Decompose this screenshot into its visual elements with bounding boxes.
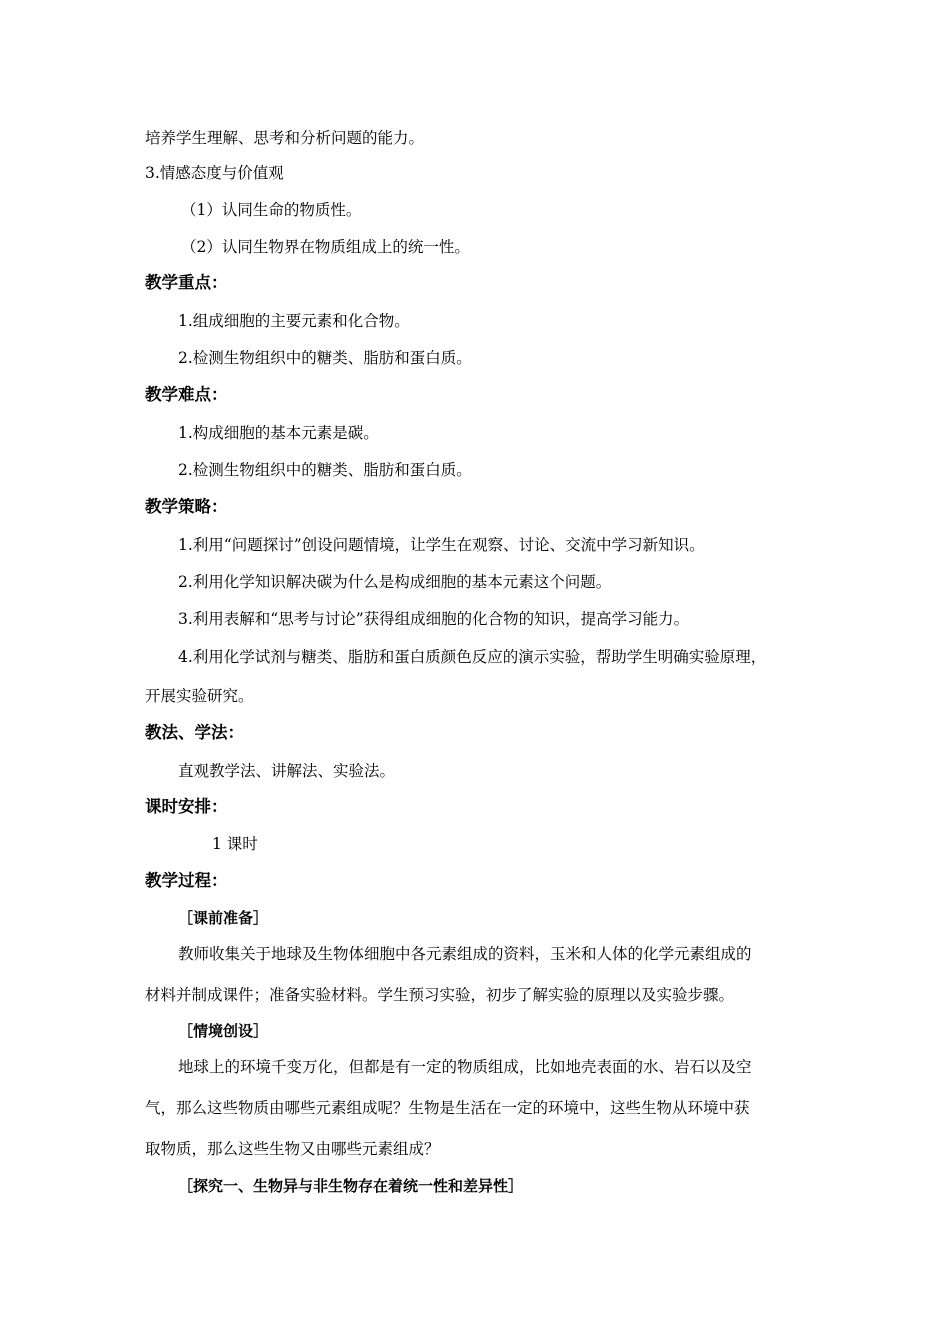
subheading-scenario: ［情境创设］ (178, 1022, 269, 1040)
text-line: 1 课时 (212, 835, 258, 853)
subheading-exploration-one: ［探究一、生物异与非生物存在着统一性和差异性］ (178, 1177, 524, 1195)
heading-methods: 教法、学法： (145, 723, 244, 742)
text-line: 教师收集关于地球及生物体细胞中各元素组成的资料，玉米和人体的化学元素组成的 (178, 945, 752, 963)
text-line: 开展实验研究。 (145, 687, 254, 705)
text-line: 3.利用表解和“思考与讨论”获得组成细胞的化合物的知识，提高学习能力。 (178, 610, 690, 628)
text-line: 1.构成细胞的基本元素是碳。 (178, 424, 379, 442)
text-line: 4.利用化学试剂与糖类、脂肪和蛋白质颜色反应的演示实验，帮助学生明确实验原理， (178, 648, 767, 666)
text-line: 材料并制成课件；准备实验材料。学生预习实验，初步了解实验的原理以及实验步骤。 (145, 986, 735, 1004)
heading-teaching-difficulty: 教学难点： (145, 385, 228, 404)
text-line: 2.检测生物组织中的糖类、脂肪和蛋白质。 (178, 461, 472, 479)
text-line: （1）认同生命的物质性。 (181, 201, 362, 219)
heading-teaching-focus: 教学重点： (145, 273, 228, 292)
heading-schedule: 课时安排： (145, 797, 228, 816)
text-line: 1.利用“问题探讨”创设问题情境，让学生在观察、讨论、交流中学习新知识。 (178, 536, 705, 554)
heading-teaching-process: 教学过程： (145, 871, 228, 890)
text-line: 气，那么这些物质由哪些元素组成呢？生物是生活在一定的环境中，这些生物从环境中获 (145, 1099, 750, 1117)
text-line: 3.情感态度与价值观 (145, 164, 284, 182)
subheading-preparation: ［课前准备］ (178, 909, 269, 927)
text-line: 取物质，那么这些生物又由哪些元素组成？ (145, 1140, 440, 1158)
heading-teaching-strategy: 教学策略： (145, 497, 228, 516)
text-line: 培养学生理解、思考和分析问题的能力。 (145, 129, 425, 147)
text-line: （2）认同生物界在物质组成上的统一性。 (181, 238, 470, 256)
text-line: 2.检测生物组织中的糖类、脂肪和蛋白质。 (178, 349, 472, 367)
text-line: 2.利用化学知识解决碳为什么是构成细胞的基本元素这个问题。 (178, 573, 612, 591)
text-line: 地球上的环境千变万化，但都是有一定的物质组成，比如地壳表面的水、岩石以及空 (178, 1058, 752, 1076)
text-line: 1.组成细胞的主要元素和化合物。 (178, 312, 410, 330)
text-line: 直观教学法、讲解法、实验法。 (178, 762, 396, 780)
